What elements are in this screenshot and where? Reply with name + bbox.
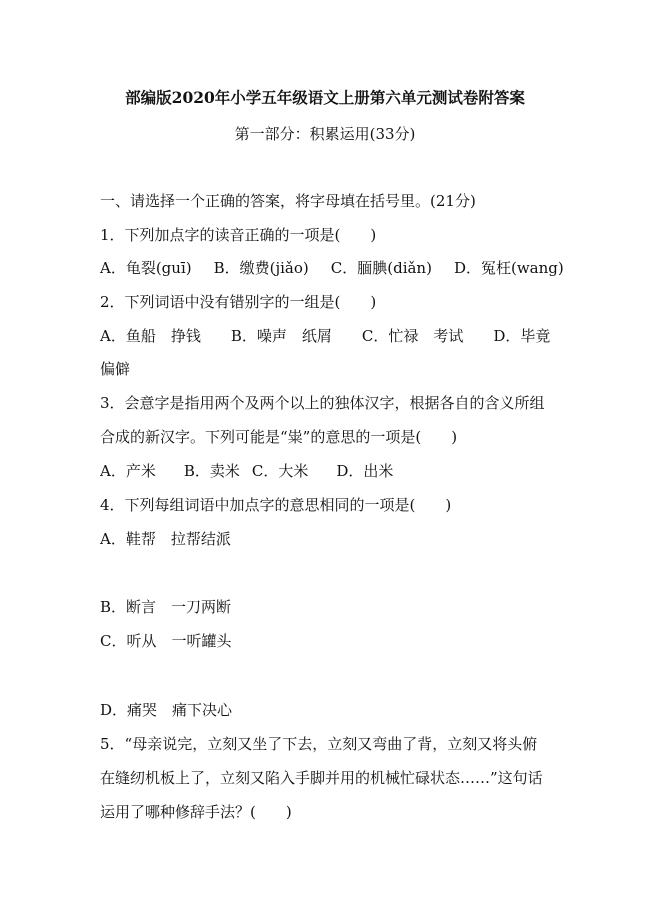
question-3-line-2: 合成的新汉字。下列可能是“粜”的意思的一项是( ) xyxy=(100,428,458,446)
question-3-options xyxy=(100,461,393,481)
question-1: 1．下列加点字的读音正确的一项是( ) xyxy=(100,226,377,244)
option-d: D．冤枉(wang) xyxy=(453,259,564,277)
option-b: B．缴费(jiǎo) xyxy=(213,259,309,277)
question-3-line-1: 3．会意字是指用两个及两个以上的独体汉字，根据各自的含义所组 xyxy=(100,394,545,412)
question-4-option-d: D．痛哭 痛下决心 xyxy=(100,701,233,719)
question-4-option-c: C．听从 一听罐头 xyxy=(100,632,232,650)
option-c: C．大米 xyxy=(251,462,309,480)
option-a: A．鱼船 挣钱 xyxy=(100,327,201,345)
option-a: A．产米 xyxy=(100,462,156,480)
question-2: 2．下列词语中没有错别字的一组是( ) xyxy=(100,293,377,311)
question-1-options xyxy=(100,258,564,278)
option-c: C．忙禄 考试 xyxy=(361,327,464,345)
option-b: B．卖米 xyxy=(183,462,240,480)
question-5-line-3: 运用了哪种修辞手法？( ) xyxy=(100,803,292,821)
option-d: D．毕竟 xyxy=(493,327,551,345)
option-d: D．出米 xyxy=(336,462,394,480)
question-5-line-2: 在缝纫机板上了，立刻又陷入手脚并用的机械忙碌状态……”这句话 xyxy=(100,769,543,787)
question-4-option-a: A．鞋帮 拉帮结派 xyxy=(100,530,231,548)
document-title: 部编版2020年小学五年级语文上册第六单元测试卷附答案 xyxy=(125,88,525,107)
option-b: B．噪声 纸屑 xyxy=(230,327,332,345)
section-heading: 一、请选择一个正确的答案，将字母填在括号里。(21分) xyxy=(100,192,476,210)
question-2-option-d-wrap: 偏僻 xyxy=(100,360,131,378)
option-c: C．腼腆(diǎn) xyxy=(330,259,432,277)
question-2-options xyxy=(100,326,550,346)
part-subtitle: 第一部分：积累运用(33分) xyxy=(234,125,416,143)
question-4: 4．下列每组词语中加点字的意思相同的一项是( ) xyxy=(100,496,452,514)
question-5-line-1: 5．“母亲说完，立刻又坐了下去，立刻又弯曲了背，立刻又将头俯 xyxy=(100,735,538,753)
option-a: A．龟裂(guī) xyxy=(100,259,192,277)
question-4-option-b: B．断言 一刀两断 xyxy=(100,598,232,616)
